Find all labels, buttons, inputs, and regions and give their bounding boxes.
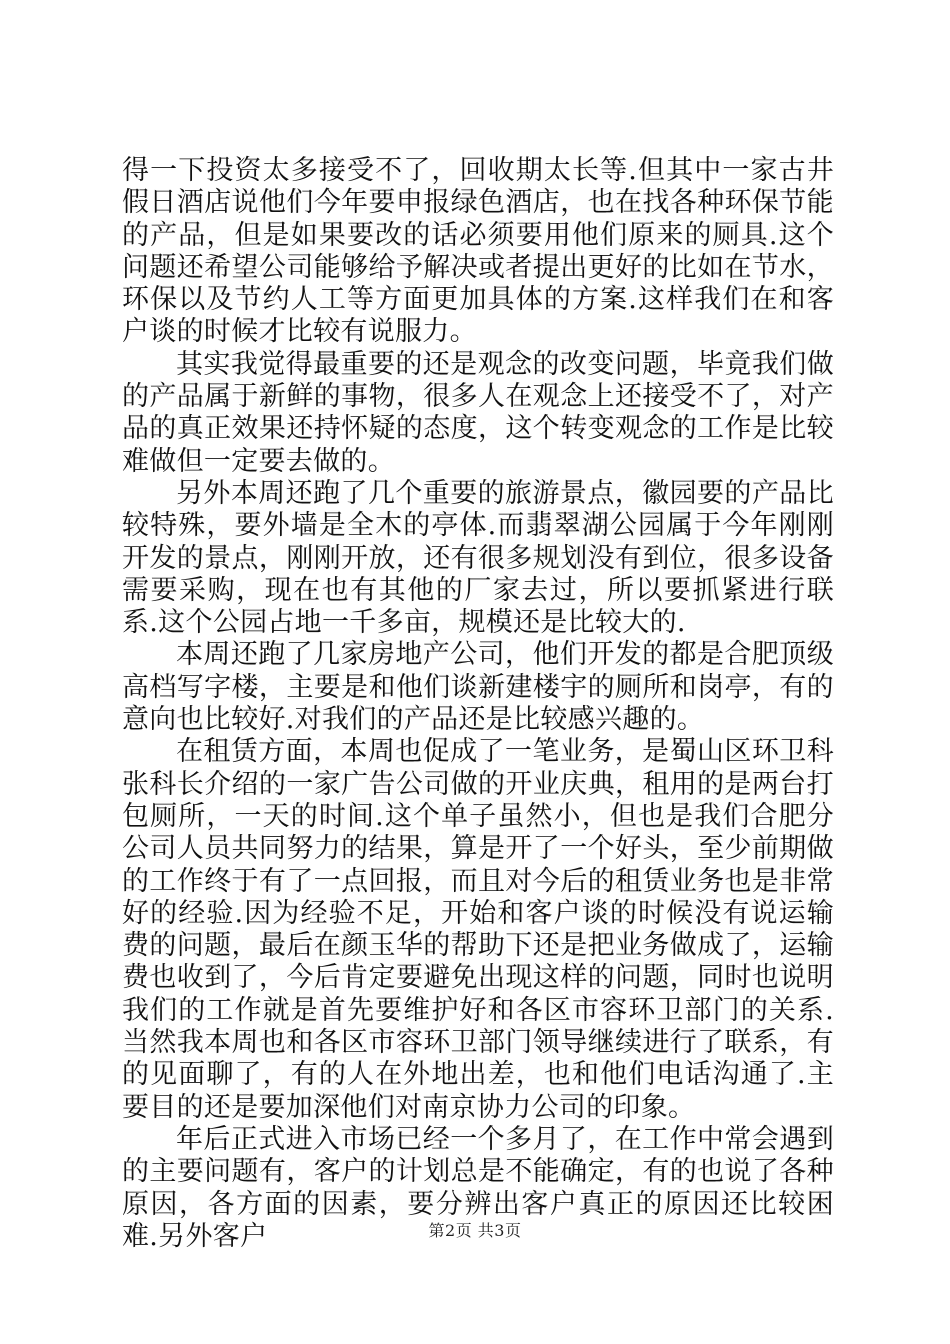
paragraph-1: 得一下投资太多接受不了，回收期太长等.但其中一家古井假日酒店说他们今年要申报绿色酒店，也在找各种环保节能的产品，但是如果要改的话必须要用他们原来的厕具.这个问题还希望公司能够给予解决或者提出更好的比如在节水，环保以及节约人工等方面更加具体的方案.这样我们在和客户谈的时候才比较有说服力。 — [122, 155, 834, 348]
page-footer: 第2页 共3页 — [428, 1221, 522, 1240]
paragraph-3: 另外本周还跑了几个重要的旅游景点，徽园要的产品比较特殊，要外墙是全木的亭体.而翡翠湖公园属于今年刚刚开发的景点，刚刚开放，还有很多规划没有到位，很多设备需要采购，现在也有其他的厂家去过，所以要抓紧进行联系.这个公园占地一千多亩，规模还是比较大的. — [122, 477, 834, 639]
paragraph-4: 本周还跑了几家房地产公司，他们开发的都是合肥顶级高档写字楼，主要是和他们谈新建楼宇的厕所和岗亭，有的意向也比较好.对我们的产品还是比较感兴趣的。 — [122, 639, 834, 736]
paragraph-2: 其实我觉得最重要的还是观念的改变问题，毕竟我们做的产品属于新鲜的事物，很多人在观念上还接受不了，对产品的真正效果还持怀疑的态度，这个转变观念的工作是比较难做但一定要去做的。 — [122, 348, 834, 477]
paragraph-6: 年后正式进入市场已经一个多月了，在工作中常会遇到的主要问题有，客户的计划总是不能确定，有的也说了各种原因，各方面的因素，要分辨出客户真正的原因还比较困难.另外客户 — [122, 1123, 834, 1252]
document-body — [122, 155, 834, 1253]
paragraph-5: 在租赁方面，本周也促成了一笔业务，是蜀山区环卫科张科长介绍的一家广告公司做的开业庆典，租用的是两台打包厕所，一天的时间.这个单子虽然小，但也是我们合肥分公司人员共同努力的结果，算是开了一个好头，至少前期做的工作终于有了一点回报，而且对今后的租赁业务也是非常好的经验.因为经验不足，开始和客户谈的时候没有说运输费的问题，最后在颜玉华的帮助下还是把业务做成了，运输费也收到了，今后肯定要避免出现这样的问题，同时也说明我们的工作就是首先要维护好和各区市容环卫部门的关系.当然我本周也和各区市容环卫部门领导继续进行了联系，有的见面聊了，有的人在外地出差，也和他们电话沟通了.主要目的还是要加深他们对南京协力公司的印象。 — [122, 736, 834, 1123]
